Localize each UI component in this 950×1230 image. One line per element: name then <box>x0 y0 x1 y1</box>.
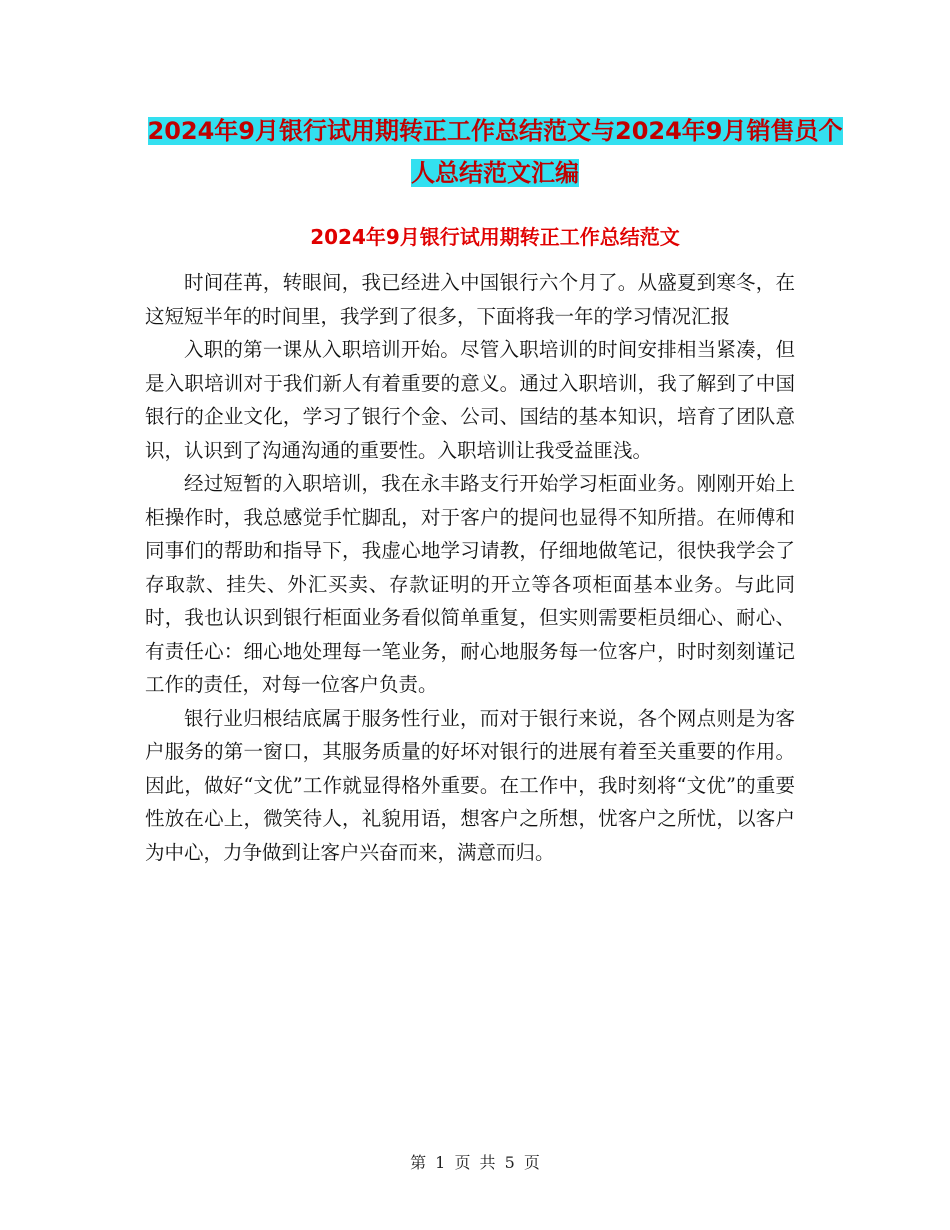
paragraph: 时间荏苒，转眼间，我已经进入中国银行六个月了。从盛夏到寒冬，在这短短半年的时间里，我学到了很多，下面将我一年的学习情况汇报 <box>145 271 795 328</box>
page-footer: 第 1 页 共 5 页 <box>410 1153 540 1172</box>
section-title: 2024年9月银行试用期转正工作总结范文 <box>310 225 680 249</box>
document-title <box>145 110 845 194</box>
paragraph: 经过短暂的入职培训，我在永丰路支行开始学习柜面业务。刚刚开始上柜操作时，我总感觉手忙脚乱，对于客户的提问也显得不知所措。在师傅和同事们的帮助和指导下，我虚心地学习请教，仔细地做笔记，很快我学会了存取款、挂失、外汇买卖、存款证明的开立等各项柜面基本业务。与此同时，我也认识到银行柜面业务看似简单重复，但实则需要柜员细心、耐心、有责任心：细心地处理每一笔业务，耐心地服务每一位客户，时时刻刻谨记工作的责任，对每一位客户负责。 <box>145 472 795 696</box>
document-title-text: 2024年9月银行试用期转正工作总结范文与2024年9月销售员个人总结范文汇编 <box>147 117 843 187</box>
document-body <box>145 266 795 869</box>
paragraph: 入职的第一课从入职培训开始。尽管入职培训的时间安排相当紧凑，但是入职培训对于我们新人有着重要的意义。通过入职培训，我了解到了中国银行的企业文化，学习了银行个金、公司、国结的基本知识，培育了团队意识，认识到了沟通沟通的重要性。入职培训让我受益匪浅。 <box>145 338 795 462</box>
paragraph: 银行业归根结底属于服务性行业，而对于银行来说，各个网点则是为客户服务的第一窗口，其服务质量的好坏对银行的进展有着至关重要的作用。因此，做好“文优”工作就显得格外重要。在工作中，我时刻将“文优”的重要性放在心上，微笑待人，礼貌用语，想客户之所想，忧客户之所忧，以客户为中心，力争做到让客户兴奋而来，满意而归。 <box>145 706 795 864</box>
